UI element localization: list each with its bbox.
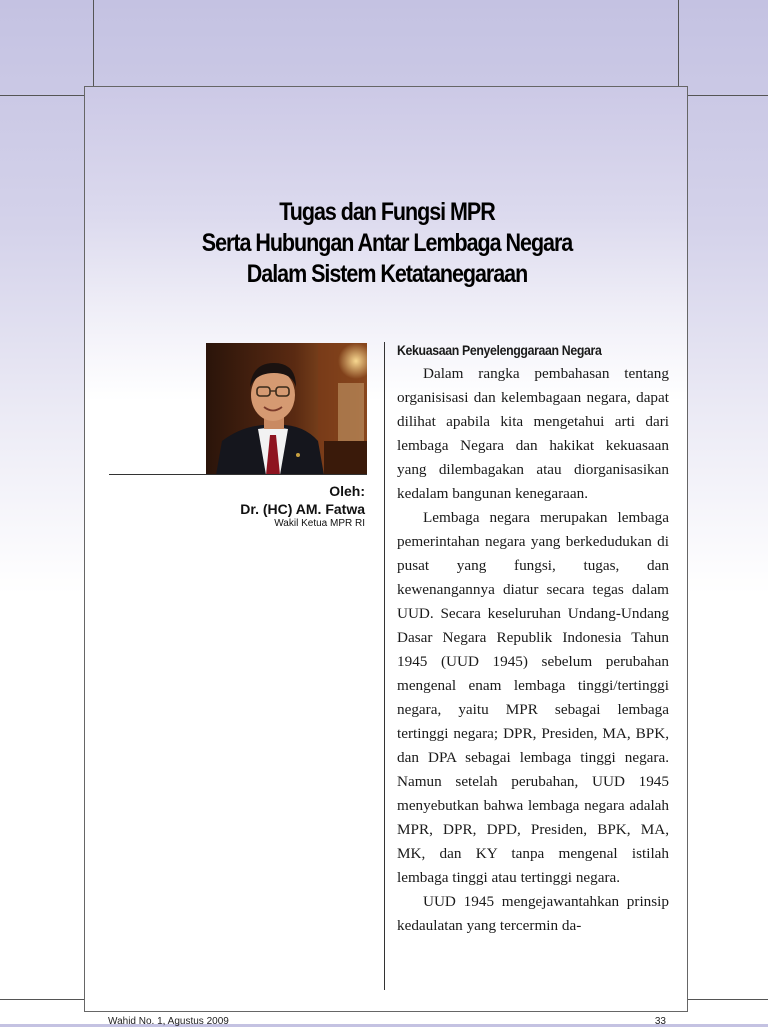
crop-mark-bottom-left — [0, 999, 84, 1000]
crop-mark-right-vertical — [678, 0, 679, 86]
paragraph-1: Dalam rangka pembahasan tentang organisisasi dan kelembagaan negara, dapat dilihat apabila kita mengetahui arti dari lembaga Negara dan hakikat kekuasaan yang dilembagakan atau diorganisasikan kedalam bangunan kenegaraan. — [397, 365, 669, 502]
title-line-3: Dalam Sistem Ketatanegaraan — [246, 260, 528, 288]
footer-publication: Wahid No. 1, Agustus 2009 — [108, 1016, 229, 1027]
author-role: Wakil Ketua MPR RI — [274, 518, 365, 529]
article-title — [127, 197, 646, 290]
title-line-2: Serta Hubungan Antar Lembaga Negara — [201, 229, 573, 257]
title-line-1: Tugas dan Fungsi MPR — [279, 198, 495, 226]
page-footer — [108, 1016, 668, 1027]
page-number: 33 — [654, 1016, 666, 1027]
crop-mark-left-horizontal — [0, 95, 84, 96]
paragraph-2: Lembaga negara merupakan lembaga pemerintahan negara yang berkedudukan di pusat yang fungsi, tugas, dan kewenangannya diatur secara tegas dalam UUD. Secara keseluruhan Undang-Undang Dasar Negara Republik Indonesia Tahun 1945 (UUD 1945) sebelum perubahan mengenal enam lembaga tinggi/tertinggi negara, yaitu MPR sebagai lembaga tertinggi negara; DPR, Presiden, MA, BPK, dan DPA sebagai lembaga tinggi negara. Namun setelah perubahan, UUD 1945 menyebutkan bahwa lembaga negara adalah MPR, DPR, DPD, Presiden, BPK, MA, MK, dan KY tanpa mengenal istilah lembaga tinggi atau tertinggi negara. — [397, 509, 669, 886]
article-body — [397, 341, 669, 938]
section-heading: Kekuasaan Penyelenggaraan Negara — [397, 342, 602, 358]
crop-mark-right-horizontal — [688, 95, 768, 96]
author-byline — [240, 483, 365, 530]
author-name: Dr. (HC) AM. Fatwa — [240, 501, 365, 517]
byline-label: Oleh: — [329, 483, 365, 499]
crop-mark-bottom-right — [688, 999, 768, 1000]
author-photo — [206, 343, 367, 475]
photo-divider — [109, 474, 367, 475]
crop-mark-left-vertical — [93, 0, 94, 86]
document-page — [84, 86, 688, 1012]
column-divider — [384, 342, 385, 990]
paragraph-3: UUD 1945 mengejawantahkan prinsip kedaulatan yang tercermin da- — [397, 893, 669, 934]
